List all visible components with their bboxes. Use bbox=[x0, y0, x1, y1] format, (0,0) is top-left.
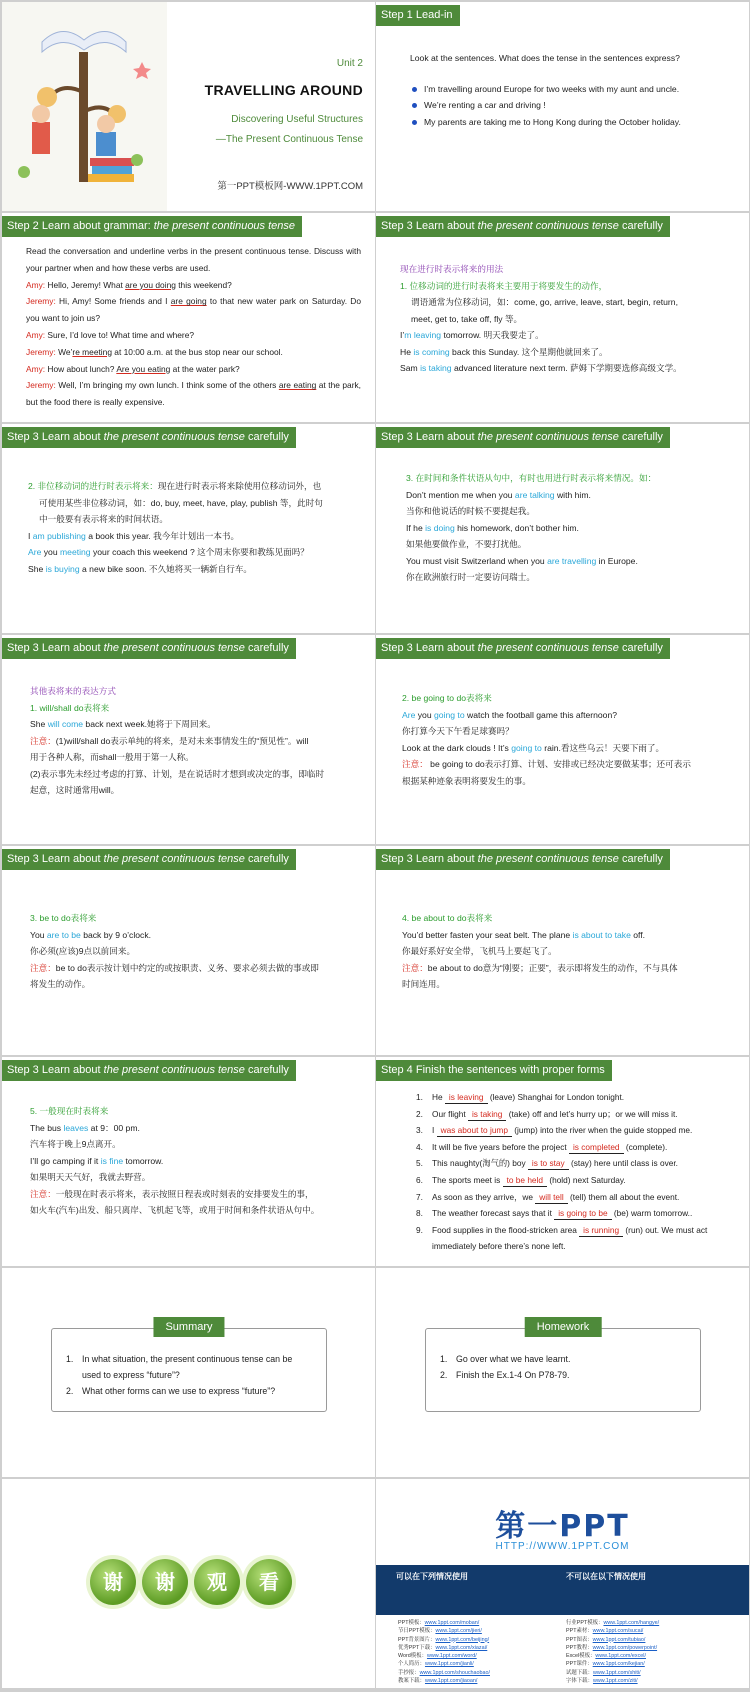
unit-label: Unit 2 bbox=[336, 58, 363, 69]
slide-body bbox=[406, 470, 735, 586]
slide-non-movement-verbs bbox=[2, 424, 375, 633]
slide-movement-verbs bbox=[376, 213, 749, 422]
links-right bbox=[566, 1619, 741, 1685]
slide-thanks bbox=[2, 1479, 375, 1688]
dialog-line: Jeremy: Well, I’m bringing my own lunch. I think some of the others are eating at the park, but the food there is really expensive. bbox=[26, 380, 361, 408]
slide-body bbox=[26, 243, 361, 411]
sub-heading: 4. be about to do表将来 bbox=[402, 913, 493, 923]
example: You must visit Switzerland when you are travelling in Europe. bbox=[406, 555, 638, 566]
link[interactable]: www.1ppt.com/moban/ bbox=[424, 1620, 480, 1626]
example-translation: 你在欧洲旅行时一定要访问瑞士。 bbox=[406, 572, 535, 582]
example: If he is doing his homework, don’t bother him. bbox=[406, 522, 579, 533]
link-row: 字体下载：www.1ppt.com/ziti/ bbox=[566, 1678, 638, 1685]
list-item: 1. Go over what we have learnt. bbox=[440, 1354, 571, 1364]
link[interactable]: www.1ppt.com/kejian/ bbox=[592, 1661, 645, 1668]
example-translation: 当你和他说话的时候不要提起我。 bbox=[406, 506, 535, 516]
example: Look at the dark clouds ! It’s going to rain.看这些乌云！天要下雨了。 bbox=[402, 742, 665, 753]
site-label: 第一PPT模板网-WWW.1PPT.COM bbox=[217, 181, 363, 192]
note-text: 如火车(汽车)出发、船只离岸、飞机起飞等，或用于时间和条件状语从句中。 bbox=[30, 1205, 320, 1215]
intro-text: Read the conversation and underline verbs in the present continuous tense. Discuss with your partner when and how these verbs are used. bbox=[26, 246, 361, 273]
link-row: PPT素材：www.1ppt.com/sucai/ bbox=[566, 1628, 644, 1635]
homework-list bbox=[426, 1329, 700, 1393]
exercise-item: 3. I was about to jump (jump) into the river when the guide stopped me. bbox=[416, 1125, 693, 1136]
col2-title: 不可以在以下情况使用 bbox=[566, 1572, 646, 1581]
link-row: Word模板：www.1ppt.com/word/ bbox=[398, 1653, 477, 1660]
link[interactable]: www.1ppt.com/jianli/ bbox=[424, 1661, 474, 1668]
slide-header: Step 3 Learn about the present continuous tense carefully bbox=[376, 849, 670, 870]
link-row: PPT教程：www.1ppt.com/powerpoint/ bbox=[566, 1644, 658, 1651]
thanks-char: 观 bbox=[194, 1559, 240, 1605]
slide-simple-present bbox=[2, 1057, 375, 1266]
tree-illustration bbox=[2, 2, 167, 211]
link[interactable]: www.1ppt.com/word/ bbox=[426, 1653, 477, 1660]
slide-header: Step 3 Learn about the present continuous tense carefully bbox=[2, 1060, 296, 1081]
answer-blank[interactable]: is completed bbox=[569, 1142, 624, 1154]
example: He is coming back this Sunday. 这个星期他就回来了。 bbox=[400, 346, 608, 357]
dialog-line: Amy: Sure, I’d love to! What time and where? bbox=[26, 329, 195, 340]
sub-heading: 5. 一般现在时表将来 bbox=[30, 1106, 109, 1116]
exercise-item: 2. Our flight is taking (take) off and let’s hurry up；or we will miss it. bbox=[416, 1108, 678, 1119]
example: Sam is taking advanced literature next term. 萨姆下学期要选修高级文学。 bbox=[400, 363, 682, 373]
note-text: 将发生的动作。 bbox=[30, 979, 91, 989]
link[interactable]: www.1ppt.com/hangye/ bbox=[603, 1620, 660, 1626]
slide-title bbox=[2, 2, 375, 211]
ppt-url[interactable]: HTTP://WWW.1PPT.COM bbox=[495, 1541, 630, 1552]
slide-homework bbox=[376, 1268, 749, 1477]
summary-tag: Summary bbox=[153, 1317, 224, 1337]
answer-blank[interactable]: is going to be bbox=[554, 1208, 611, 1220]
note: 注意：be to do表示按计划中约定的或按职责、义务、要求必须去做的事或即 bbox=[30, 962, 319, 973]
link-row: PPT模板：www.1ppt.com/moban/ bbox=[398, 1620, 480, 1626]
slide-be-to-do bbox=[2, 846, 375, 1055]
page-title: TRAVELLING AROUND bbox=[204, 82, 363, 98]
exercise-item: 4. It will be five years before the project is completed (complete). bbox=[416, 1141, 668, 1152]
slide-ppt-ad bbox=[376, 1479, 749, 1688]
note-text: 起意，这时通常用will。 bbox=[30, 785, 120, 795]
sub-heading: 2. be going to do表将来 bbox=[402, 693, 492, 703]
link[interactable]: www.1ppt.com/jiaoan/ bbox=[424, 1678, 478, 1685]
thanks-char: 谢 bbox=[142, 1559, 188, 1605]
thanks-char: 看 bbox=[246, 1559, 292, 1605]
list-item: 1. In what situation, the present continuous tense can be used to express “future”? bbox=[66, 1354, 293, 1380]
link[interactable]: www.1ppt.com/shouchaobao/ bbox=[419, 1669, 490, 1676]
answer-blank[interactable]: is to stay bbox=[528, 1158, 569, 1170]
slide-header: Step 3 Learn about the present continuous tense carefully bbox=[376, 216, 670, 237]
example: You are to be back by 9 o’clock. bbox=[30, 929, 152, 940]
example: Don’t mention me when you are talking with him. bbox=[406, 489, 591, 500]
slide-header: Step 2 Learn about grammar: the present continuous tense bbox=[2, 216, 302, 237]
homework-box bbox=[425, 1321, 701, 1412]
slide-be-going-to bbox=[376, 635, 749, 844]
slide-header: Step 1 Lead-in bbox=[376, 5, 460, 26]
list-item: 2. What other forms can we use to express “future”? bbox=[66, 1386, 276, 1396]
slide-body bbox=[400, 261, 735, 377]
slide-body bbox=[30, 910, 361, 993]
rule-text: 中一般要有表示将来的时间状语。 bbox=[39, 514, 168, 524]
example-translation: 你必须(应该)9点以前回来。 bbox=[30, 946, 136, 956]
link-row: PPT图表：www.1ppt.com/tubiao/ bbox=[566, 1636, 646, 1643]
thanks-char: 谢 bbox=[90, 1559, 136, 1605]
bullet-item: We’re renting a car and driving ! bbox=[410, 97, 735, 114]
link-row: PPT背景图片：www.1ppt.com/beijing/ bbox=[398, 1636, 490, 1643]
answer-blank[interactable]: will tell bbox=[535, 1192, 567, 1204]
list-item: 2. Finish the Ex.1-4 On P78-79. bbox=[440, 1370, 570, 1380]
note: 注意： be going to do表示打算、计划、安排或已经决定要做某事；还可表示 bbox=[402, 759, 691, 769]
slide-body bbox=[28, 478, 361, 577]
slide-lead-in bbox=[376, 2, 749, 211]
example: I am publishing a book this year. 我今年计划出一本书。 bbox=[28, 530, 240, 541]
link-row: 个人简历：www.1ppt.com/jianli/ bbox=[398, 1661, 474, 1668]
rule-point: 2. 非位移动词的进行时表示将来：现在进行时表示将来除使用位移动词外，也 bbox=[28, 481, 322, 491]
section-heading: 其他表将来的表达方式 bbox=[30, 686, 116, 696]
example-translation: 汽车将于晚上9点离开。 bbox=[30, 1139, 121, 1149]
summary-box bbox=[51, 1321, 327, 1412]
answer-blank[interactable]: is leaving bbox=[445, 1092, 488, 1104]
bullet-item: My parents are taking me to Hong Kong during the October holiday. bbox=[410, 114, 735, 131]
note-text: 根据某种迹象表明将要发生的事。 bbox=[402, 775, 531, 786]
subtitle: Discovering Useful Structures bbox=[231, 114, 363, 125]
slide-header: Step 3 Learn about the present continuous tense carefully bbox=[2, 849, 296, 870]
note-text: 用于各种人称，而shall一般用于第一人称。 bbox=[30, 752, 194, 762]
dialog-line: Amy: How about lunch? Are you eating at the water park? bbox=[26, 363, 240, 374]
link-row: 教案下载：www.1ppt.com/jiaoan/ bbox=[398, 1678, 478, 1685]
answer-blank[interactable]: is running bbox=[579, 1225, 623, 1237]
link-row: 优秀PPT下载：www.1ppt.com/xiazai/ bbox=[398, 1644, 488, 1651]
example-translation: 你最好系好安全带，飞机马上要起飞了。 bbox=[402, 946, 557, 956]
rule-text: 可使用某些非位移动词，如：do, buy, meet, have, play, publish 等，此时句 bbox=[39, 497, 323, 508]
link[interactable]: www.1ppt.com/ziti/ bbox=[592, 1678, 638, 1685]
example: Are you going to watch the football game this afternoon? bbox=[402, 709, 618, 720]
rule-text: meet, get to, take off, fly 等。 bbox=[411, 313, 523, 324]
dialog-line: Amy: Hello, Jeremy! What are you doing this weekend? bbox=[26, 279, 232, 290]
answer-blank[interactable]: is taking bbox=[468, 1109, 506, 1121]
slide-will-shall bbox=[2, 635, 375, 844]
example-translation: 如果他要做作业，不要打扰他。 bbox=[406, 539, 527, 549]
rule-point: 1. 位移动词的进行时表将来主要用于将要发生的动作， bbox=[400, 280, 608, 291]
slide-body bbox=[402, 910, 735, 993]
example-translation: 如果明天天气好，我就去野营。 bbox=[30, 1172, 151, 1182]
link[interactable]: www.1ppt.com/shiti/ bbox=[592, 1669, 641, 1676]
note-text: 时间连用。 bbox=[402, 979, 445, 989]
link-row: Excel模板：www.1ppt.com/excel/ bbox=[566, 1653, 646, 1660]
example: She will come back next week.她将于下周回来。 bbox=[30, 719, 216, 729]
slide-body bbox=[30, 683, 361, 799]
note-text: (2)表示事先未经过考虑的打算、计划，是在说话时才想到或决定的事，即临时 bbox=[30, 768, 325, 779]
question: Look at the sentences. What does the tense in the sentences express? bbox=[410, 53, 680, 63]
sub-heading: 3. be to do表将来 bbox=[30, 913, 97, 923]
slide-body bbox=[30, 1103, 361, 1219]
link-row: 节日PPT模板：www.1ppt.com/jieri/ bbox=[398, 1628, 482, 1635]
link-row: 行业PPT模板：www.1ppt.com/hangye/ bbox=[566, 1620, 660, 1626]
link[interactable]: www.1ppt.com/tubiao/ bbox=[592, 1636, 646, 1643]
slide-exercise bbox=[376, 1057, 749, 1266]
slide-header: Step 3 Learn about the present continuous tense carefully bbox=[2, 427, 296, 448]
slide-header: Step 3 Learn about the present continuous tense carefully bbox=[376, 638, 670, 659]
link-row: PPT课件：www.1ppt.com/kejian/ bbox=[566, 1661, 645, 1668]
link[interactable]: www.1ppt.com/sucai/ bbox=[592, 1628, 644, 1635]
slide-body bbox=[402, 690, 735, 789]
exercise-item: 9. Food supplies in the flood-stricken area is running (run) out. We must act immediately before there’s none left. bbox=[416, 1224, 708, 1252]
link[interactable]: www.1ppt.com/powerpoint/ bbox=[592, 1644, 658, 1651]
exercise-item: 5. This naughty(淘气的) boy is to stay (stay) here until class is over. bbox=[416, 1158, 678, 1169]
exercise-item: 7. As soon as they arrive，we will tell (tell) them all about the event. bbox=[416, 1191, 680, 1202]
bullet-item: I’m travelling around Europe for two weeks with my aunt and uncle. bbox=[410, 81, 735, 98]
link-row: 试题下载：www.1ppt.com/shiti/ bbox=[566, 1669, 641, 1676]
link[interactable]: www.1ppt.com/xiazai/ bbox=[435, 1644, 488, 1651]
slide-time-clauses bbox=[376, 424, 749, 633]
slide-summary bbox=[2, 1268, 375, 1477]
slide-header: Step 4 Finish the sentences with proper forms bbox=[376, 1060, 612, 1081]
links-left bbox=[398, 1619, 558, 1685]
note: 注意：be about to do意为“刚要；正要”，表示即将发生的动作，不与具体 bbox=[402, 962, 678, 973]
example: I’m leaving tomorrow. 明天我要走了。 bbox=[400, 330, 544, 340]
slide-grammar bbox=[2, 213, 375, 422]
link-row: 手抄报：www.1ppt.com/shouchaobao/ bbox=[398, 1669, 490, 1676]
slide-body bbox=[410, 50, 735, 130]
slide-body bbox=[416, 1089, 737, 1255]
subtitle-tense: —The Present Continuous Tense bbox=[215, 134, 363, 145]
answer-blank[interactable]: to be held bbox=[503, 1175, 547, 1187]
exercise-item: 8. The weather forecast says that it is going to be (be) warm tomorrow.. bbox=[416, 1208, 693, 1219]
example-translation: 你打算今天下午看足球赛吗？ bbox=[402, 726, 514, 736]
note: 注意：一般现在时表示将来，表示按照日程表或时刻表的安排要发生的事， bbox=[30, 1188, 314, 1199]
answer-blank[interactable]: was about to jump bbox=[437, 1125, 512, 1137]
dialog-line: Jeremy: Hi, Amy! Some friends and I are going to that new water park on Saturday. Do you want to join us? bbox=[26, 296, 362, 324]
rule-text: 谓语通常为位移动词，如：come, go, arrive, leave, start, begin, return, bbox=[411, 297, 678, 307]
link[interactable]: www.1ppt.com/excel/ bbox=[595, 1653, 646, 1660]
section-heading: 现在进行时表示将来的用法 bbox=[400, 264, 504, 274]
exercise-item: 6. The sports meet is to be held (hold) next Saturday. bbox=[416, 1174, 626, 1185]
link[interactable]: www.1ppt.com/beijing/ bbox=[435, 1636, 490, 1643]
summary-list bbox=[52, 1329, 326, 1409]
dialog-line: Jeremy: We’re meeting at 10:00 a.m. at the bus stop near our school. bbox=[26, 346, 283, 357]
sub-heading: 1. will/shall do表将来 bbox=[30, 702, 110, 713]
rule-point: 3. 在时间和条件状语从句中，有时也用进行时表示将来情况。如： bbox=[406, 473, 657, 483]
slide-be-about-to bbox=[376, 846, 749, 1055]
example: You’d better fasten your seat belt. The plane is about to take off. bbox=[402, 929, 646, 940]
ppt-logo: 第一PPT bbox=[495, 1509, 630, 1544]
note: 注意：(1)will/shall do表示单纯的将来，是对未来事情发生的“预见性”。will bbox=[30, 735, 309, 746]
exercise-item: 1. He is leaving (leave) Shanghai for London tonight. bbox=[416, 1092, 625, 1102]
col1-title: 可以在下列情况使用 bbox=[396, 1572, 468, 1581]
slide-header: Step 3 Learn about the present continuous tense carefully bbox=[2, 638, 296, 659]
ppt-info-band bbox=[376, 1565, 749, 1615]
example: The bus leaves at 9：00 pm. bbox=[30, 1122, 140, 1133]
homework-tag: Homework bbox=[525, 1317, 602, 1337]
slide-header: Step 3 Learn about the present continuous tense carefully bbox=[376, 427, 670, 448]
example: Are you meeting your coach this weekend ? 这个周末你要和教练见面吗？ bbox=[28, 547, 309, 557]
link[interactable]: www.1ppt.com/jieri/ bbox=[435, 1628, 482, 1635]
example: She is buying a new bike soon. 不久她将买一辆新自行车。 bbox=[28, 563, 253, 574]
example: I’ll go camping if it is fine tomorrow. bbox=[30, 1155, 164, 1166]
